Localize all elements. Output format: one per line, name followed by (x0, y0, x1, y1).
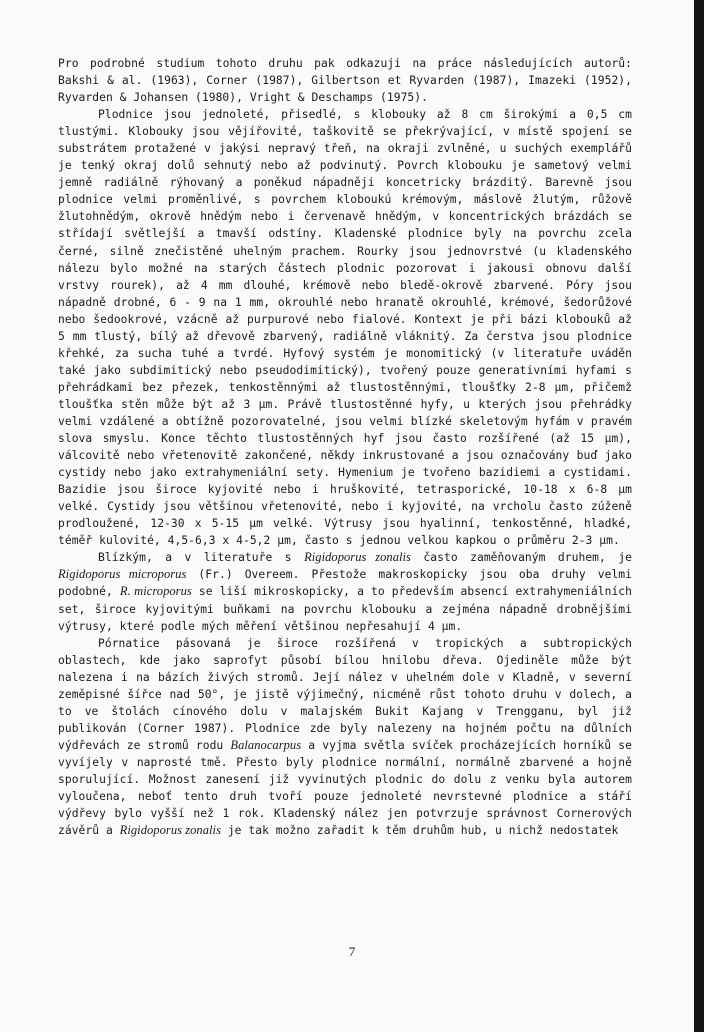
paragraph-text: Pro podrobné studium tohoto druhu pak odkazuji na práce následujících autorů: Bakshi & al. (1963), Corner (1987), Gilbertson et Ryvarden (1987), Imazeki (1952), Ryvarden & Johansen (1980), Vright & Deschamps (1975). (58, 57, 632, 105)
paragraph-distribution (58, 635, 632, 840)
paragraph-similar-species (58, 549, 632, 634)
species-name: R. microporus (119, 584, 192, 599)
scan-edge-shadow (694, 0, 704, 1032)
paragraph-references (58, 55, 632, 106)
paragraph-text: Pórnatice pásovaná je široce rozšířená v tropických a subtropických oblastech, kde jako saprofyt působí bílou hnilobu dřeva. Ojediněle může být nalezena i na bázích živých stromů. Její nález v uhelném dole v Kladně, v severní zeměpisné šířce nad 50°, je jistě výjimečný, nicméně růst tohoto druhu v dolech, a to ve štolách cínového dolu v malajském Bukit Kajang v Trengganu, byl již publikován (Corner 1987). Plodnice zde byly nalezeny na hojném počtu na důlních výdřevách ze stromů rodu (58, 636, 632, 752)
page-number: 7 (348, 944, 356, 959)
species-name: Rigidoporus zonalis (304, 550, 411, 565)
paragraph-text: Blízkým, a v literatuře s (98, 551, 305, 565)
paragraph-text: často zaměňovaným druhem, je (410, 551, 633, 565)
paragraph-text: je tak možno zařadit k těm druhům hub, u nichž nedostatek (220, 824, 619, 838)
paragraph-description (58, 106, 632, 549)
paragraph-text: se liší mikroskopicky, a to především absencí extrahymeniálních set, široce kyjovitými buňkami na povrchu klobouku a zejména nápadně drobnějšími výtrusy, které podle mých měření většinou nepřesahují 4 μm. (58, 585, 632, 633)
paragraph-text: a vyjma světla svíček procházejících horníků se vyvíjely v naprosté tmě. Přesto byly plodnice normální, normálně zbarvené a hojně sporulující. Možnost zanesení již vyvinutých plodnic do dolu z venku byla autorem vyloučena, neboť tento druh tvoří pouze jednoleté nevrstevné plodnice a stáří výdřevy bylo vyšší než 1 rok. Kladenský nález jen potvrzuje správnost Cornerových závěrů a (58, 738, 632, 838)
paragraph-text: (Fr.) Overeem. Přestože makroskopicky jsou oba druhy velmi podobné, (58, 568, 632, 599)
species-name: Rigidoporus microporus (58, 567, 187, 582)
species-name: Rigidoporus zonalis (119, 823, 221, 838)
document-body (58, 55, 632, 839)
genus-name: Balanocarpus (230, 737, 302, 752)
paragraph-text: Plodnice jsou jednoleté, přisedlé, s klobouky až 8 cm širokými a 0,5 cm tlustými. Klobouky jsou vějířovité, taškovitě se překrývající, v místě spojení se substrátem protažené v jakýsi nepravý třeň, na okraji zvlněné, u suchých exemplářů je tenký okraj dolů sehnutý nebo až podvinutý. Povrch klobouku je sametový velmi jemně radiálně rýhovaný a poněkud nápadněji koncetricky brázditý. Barevně jsou plodnice velmi proměnlivé, s povrchem kloboukú krémovým, máslově žlutým, růžově žlutohnědým, okrově hnědým nebo i červenavě hnědým, v koncentrických brázdách se střídají světlejší a tmavší odstíny. Kladenské plodnice byly na povrchu zcela černé, silně znečistěné uhelným prachem. Rourky jsou jednovrstvé (u kladenského nálezu bylo možné na starých částech plodnic pozorovat i jakousi obnovu další vrstvy rourek), až 4 mm dlouhé, krémově nebo bledě-okrově zbarvené. Póry jsou nápadně drobné, 6 - 9 na 1 mm, okrouhlé nebo hranatě okrouhlé, krémové, šedorůžové nebo šedookrové, vzácně až purpurové nebo fialové. Kontext je při bázi klobouků až 5 mm tlustý, bílý až dřevově zbarvený, radiálně vláknitý. Za čerstva jsou plodnice křehké, za sucha tuhé a tvrdé. Hyfový systém je monomitický (v literatuře uváděn také jako subdimitický nebo pseudodimitický), tvořený pouze generativními hyfami s přehrádkami bez přezek, tenkostěnnými až tlustostěnnými, tloušťky 2-8 μm, přičemž tloušťka stěn může být až 3 μm. Právě tlustostěnné hyfy, u kterých jsou přehrádky velmi vzdálené a obtížně pozorovatelné, jsou velmi blízké skeletovým hyfám v pravém slova smyslu. Konce těchto tlustostěnných hyf jsou často rozšířené (až 15 μm), válcovitě nebo vřetenovitě zakončené, někdy inkrustované a jsou označovány buď jako cystidy nebo jako extrahymeniální sety. Hymenium je tvořeno bazidiemi a cystidami. Bazidie jsou široce kyjovité nebo i hruškovité, tetrasporické, 10-18 x 6-8 μm velké. Cystidy jsou většinou vřetenovité, nebo i kyjovité, na vrcholu často zúženě prodloužené, 12-30 x 5-15 μm velké. Výtrusy jsou hyalinní, tenkostěnné, hladké, téměř kulovité, 4,5-6,3 x 4-5,2 μm, často s jednou velkou kapkou o průměru 2-3 μm. (58, 108, 632, 548)
